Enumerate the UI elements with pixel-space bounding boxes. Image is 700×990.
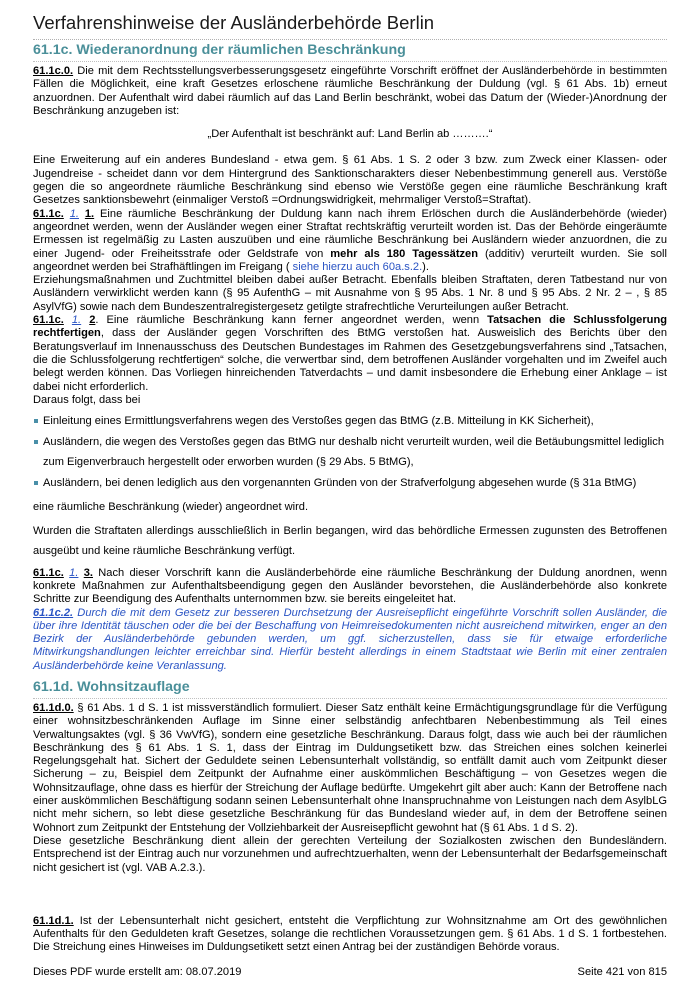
section-ref: 61.1c.0. bbox=[33, 65, 74, 77]
page-number: Seite 421 von 815 bbox=[577, 966, 667, 978]
paragraph-text: (additiv) verurteilt wurden. Sie soll angeordnet werden bei Strafhäftlingen im Freigang ( bbox=[33, 247, 667, 273]
paragraph-text: . Eine räumliche Beschränkung kann ferner angeordnet werden, wenn bbox=[95, 314, 488, 327]
paragraph-text: ). bbox=[422, 260, 429, 273]
section-ref: 61.1c. bbox=[33, 566, 64, 579]
paragraph-text: Die mit dem Rechtsstellungsverbesserungsgesetz eingeführte Vorschrift eröffnet der Ausländerbehörde in bestimmten Fällen die Möglichkeit, eine kraft Gesetzes erloschene räumliche Beschränkung der Duldung (vgl. § 61 Abs. 1b) erneut anzuordnen. Der Aufenthalt wird dabei räumlich auf das Land Berlin beschränkt, wobei das Datum der (Wieder-)Anordnung der Beschränkung anzugeben ist: bbox=[33, 65, 667, 117]
paragraph-61-1d-0 bbox=[33, 702, 667, 835]
section-ref-number: 3. bbox=[83, 566, 93, 579]
paragraph-text: Durch die mit dem Gesetz zur besseren Durchsetzung der Ausreisepflicht eingeführte Vorschrift sollen Ausländer, die über ihre Identität täuschen oder die bei der Beschaffung von Heimreisedokumenten nicht ausreichend mitwirken, enger an den Bezirk der Ausländerbehörde gebunden werden, um ggf. sicherzustellen, dass sie für etwaige erforderliche Mitwirkungshandlungen leichter erreichbar sind. Hierfür besteht allerdings in einem Stadtstaat wie Berlin mit einer zentralen Ausländerbehörde keine Veranlassung. bbox=[33, 606, 667, 672]
section-ref-link[interactable]: 1. bbox=[69, 207, 79, 220]
paragraph-61-1d-1 bbox=[33, 915, 667, 955]
section-ref-number: 2 bbox=[89, 314, 96, 327]
section-ref: 61.1c. bbox=[33, 314, 64, 327]
list-item: Ausländern, die wegen des Verstoßes gegen das BtMG nur deshalb nicht verurteilt wurden, weil die Betäubungsmittel lediglich zum Eigenverbrauch hergestellt oder erworben wurden (§ 29 Abs. 5 BtMG), bbox=[33, 432, 667, 473]
emphasis-text: Tatsachen die Schlussfolgerung rechtfertigen bbox=[33, 314, 667, 340]
paragraph-61-1c-1-2 bbox=[33, 314, 667, 394]
spacer bbox=[33, 875, 667, 915]
paragraph-cost-distribution: Diese gesetzliche Beschränkung dient allein der gerechten Verteilung der Sozialkosten zwischen den Bundesländern. Entsprechend ist der Eintrag auch nur vorzunehmen und aufrechtzuerhalten, wenn der Lebensunterhalt der Bedarfsgemeinschaft nicht gesichert ist (vgl. VAB A.2.3.). bbox=[33, 834, 667, 874]
quote-text: „Der Aufenthalt ist beschränkt auf: Land Berlin ab ……….“ bbox=[207, 128, 493, 141]
page-footer bbox=[33, 966, 667, 978]
list-item: Einleitung eines Ermittlungsverfahrens wegen des Verstoßes gegen das BtMG (z.B. Mitteilung in KK Sicherheit), bbox=[33, 411, 667, 432]
paragraph-intro-list: Daraus folgt, dass bei bbox=[33, 393, 141, 406]
paragraph-text: , dass der Ausländer gegen Vorschriften des BtMG verstoßen hat. Ausweislich des Berichts über den Beratungsverlauf im Innenausschuss des Deutschen Bundestages im Rahmen des Gesetzgebungsverfahrens sind „Tatsachen, die die Schlussfolgerung rechtfertigen“ solche, die verwertbar sind, dem betroffenen Ausländer vorgehalten und im Zweifel auch belegt werden können. Das Vorliegen hinreichenden Tatverdachts – und damit insbesondere die Erhebung einer Anklage – ist dabei nicht erforderlich. bbox=[33, 327, 667, 393]
section-ref-number: 1. bbox=[84, 207, 95, 220]
paragraph-list-conclusion: eine räumliche Beschränkung (wieder) angeordnet wird. bbox=[33, 501, 309, 514]
paragraph-berlin-exception: Wurden die Straftaten allerdings ausschließlich in Berlin begangen, wird das behördliche Ermessen zugunsten des Betroffenen ausgeübt und keine räumliche Beschränkung verfügt. bbox=[33, 524, 667, 558]
section-ref: 61.1c.2. bbox=[33, 606, 74, 619]
section-ref: 61.1d.1. bbox=[33, 914, 74, 927]
creation-date: Dieses PDF wurde erstellt am: 08.07.2019 bbox=[33, 966, 242, 978]
section-ref-link[interactable]: 1. bbox=[71, 314, 82, 327]
paragraph-text: § 61 Abs. 1 d S. 1 ist missverständlich formuliert. Dieser Satz enthält keine Ermächtigungsgrundlage für die Verfügung einer wohnsitzbeschränkenden Auflage im Sinne einer selbständig anfechtbaren Nebenbestimmung als Teil eines Verwaltungsaktes (vgl. § 36 VwVfG), sondern eine gesetzliche Beschränkung. Daraus folgt, dass wie auch bei der räumlichen Beschränkung des § 61 Abs. 1 S. 1, dass der Eintrag im Duldungsetikett bzw. das Streichen eines solchen keinerlei Regelungsgehalt hat. Sichert der Geduldete seinen Lebensunterhalt vollständig, so entfällt damit auch vom Zeitpunkt dieser Sicherung – zu, Beispiel dem Zeitpunkt der Aufnahme einer auskömmlichen Beschäftigung – von Gesetzes wegen die Wohnsitzauflage, ohne dass es hierfür der Streichung der Auflage bedürfte. Umgekehrt gilt aber auch: Kann der Betroffene nach einer auskömmlichen Beschäftigung sodann seinen Lebensunterhalt ohne Inanspruchnahme von Leistungen nach dem AsylbLG nicht mehr sichern, so lebt diese gesetzliche Beschränkung für das Bundesland wieder auf, in dem der Betroffene seinen Wohnort zum Zeitpunkt der Entstehung der Vollziehbarkeit der Ausreisepflicht gewohnt hat (§ 61 Abs. 1 d S. 2). bbox=[33, 702, 667, 834]
paragraph-61-1c-0 bbox=[33, 65, 667, 118]
list-item: Ausländern, bei denen lediglich aus den vorgenannten Gründen von der Strafverfolgung abgesehen wurde (§ 31a BtMG) bbox=[33, 473, 667, 494]
paragraph-text: Ist der Lebensunterhalt nicht gesichert, entsteht die Verpflichtung zur Wohnsitznahme am Ort des gewöhnlichen Aufenthalts für den Geduldeten kraft Gesetzes, solange die rechtlichen Voraussetzungen gem. § 61 Abs. 1 d S. 1 fortbestehen. Die Streichung eines Hinweises im Duldungsetikett setzt einen Antrag bei der zuständigen Behörde voraus. bbox=[33, 914, 667, 954]
paragraph-text: Eine räumliche Beschränkung der Duldung kann nach ihrem Erlöschen durch die Ausländerbehörde (wieder) angeordnet werden, wenn der Ausländer wegen einer Straftat rechtskräftig verurteilt worden ist. Das der Behörde eingeräumte Ermessen ist regelmäßig zu Lasten auszuüben und eine räumliche Beschränkung bei Ausländern wieder anzuordnen, die zu einer Jugend- oder Freiheitsstrafe oder Geldstrafe von bbox=[33, 207, 667, 260]
paragraph-61-1c-1-3 bbox=[33, 567, 667, 607]
paragraph-extension: Eine Erweiterung auf ein anderes Bundesland - etwa gem. § 61 Abs. 1 S. 2 oder 3 bzw. zum Zweck einer Klassen- oder Jugendreise - scheidet dann vor dem Hintergrund des Sanktionscharakters dieser Nebenbestimmung generell aus. Verstöße gegen die so angeordnete räumliche Beschränkung sind ebenso wie Verstöße gegen eine räumliche Beschränkung kraft Gesetzes sanktionsbewehrt (einmaliger Verstoß =Ordnungswidrigkeit, mehrmaliger Verstoß=Straftat). bbox=[33, 154, 667, 207]
section-ref: 61.1c. bbox=[33, 207, 64, 220]
bullet-list bbox=[33, 411, 667, 493]
paragraph-text: Nach dieser Vorschrift kann die Ausländerbehörde eine räumliche Beschränkung der Duldung anordnen, wenn konkrete Maßnahmen zur Aufenthaltsbeendigung gegen den Ausländer bevorstehen, die Ausländerbehörde also konkrete Schritte zur Beendigung des Aufenthalts unternommen bzw. sie bereits eingeleitet hat. bbox=[33, 566, 667, 606]
section-ref-link[interactable]: 1. bbox=[69, 566, 79, 579]
paragraph-61-1c-1-1 bbox=[33, 208, 667, 274]
section-heading-61-1d: 61.1d. Wohnsitzauflage bbox=[33, 679, 667, 699]
section-heading-61-1c: 61.1c. Wiederanordnung der räumlichen Beschränkung bbox=[33, 42, 667, 62]
document-content bbox=[33, 42, 667, 955]
paragraph-61-1c-2 bbox=[33, 607, 667, 673]
emphasis-text: mehr als 180 Tagessätzen bbox=[330, 247, 479, 260]
document-title: Verfahrenshinweise der Ausländerbehörde Berlin bbox=[33, 12, 667, 40]
cross-reference-link[interactable]: siehe hierzu auch 60a.s.2. bbox=[292, 260, 423, 273]
paragraph-exclusions: Erziehungsmaßnahmen und Zuchtmittel bleiben dabei außer Betracht. Ebenfalls bleiben Straftaten, deren Tatbestand nur von Ausländern verwirklicht werden kann (§ 95 AufenthG – mit Ausnahme von § 95 Abs. 1 Nr. 8 und § 95 Abs. 2 Nr. 2 – , § 85 AsylVfG) sowie nach dem Bundeszentralregistergesetz getilgte strafrechtliche Verurteilungen außer Betracht. bbox=[33, 274, 667, 313]
section-ref: 61.1d.0. bbox=[33, 702, 74, 714]
